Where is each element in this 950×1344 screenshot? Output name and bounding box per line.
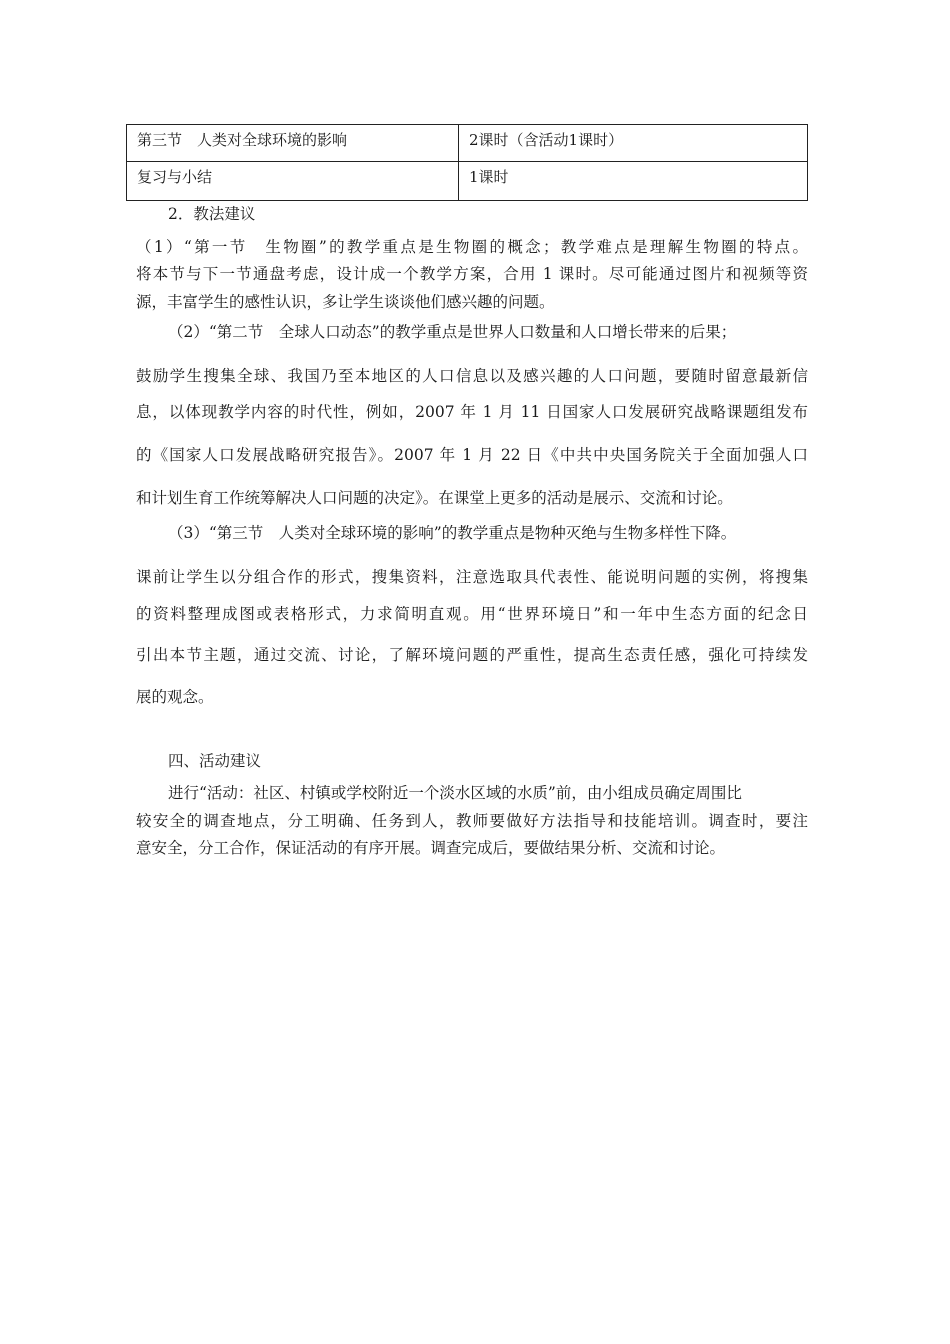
table-cell-section: 第三节 人类对全球环境的影响 [127, 125, 459, 162]
paragraph-line: （3）“第三节 人类对全球环境的影响”的教学重点是物种灭绝与生物多样性下降。 [168, 524, 737, 542]
paragraph-line: 引出本节主题，通过交流、讨论，了解环境问题的严重性，提高生态责任感，强化可持续发 [136, 646, 808, 664]
paragraph-line: 展的观念。 [136, 688, 214, 706]
paragraph-line: 意安全，分工合作，保证活动的有序开展。调查完成后，要做结果分析、交流和讨论。 [136, 839, 726, 857]
table-cell-hours: 1课时 [459, 162, 808, 201]
paragraph-line: 的资料整理成图或表格形式，力求简明直观。用“世界环境日”和一年中生态方面的纪念日 [136, 605, 808, 623]
paragraph-line: （1）“第一节 生物圈”的教学重点是生物圈的概念；教学难点是理解生物圈的特点。 [136, 238, 808, 256]
section-heading-activity: 四、活动建议 [168, 752, 262, 770]
paragraph-line: 和计划生育工作统筹解决人口问题的决定》。在课堂上更多的活动是展示、交流和讨论。 [136, 489, 733, 507]
paragraph-line: 课前让学生以分组合作的形式，搜集资料，注意选取具代表性、能说明问题的实例，将搜集 [136, 568, 808, 586]
paragraph-line: 将本节与下一节通盘考虑，设计成一个教学方案，合用 1 课时。尽可能通过图片和视频等资 [136, 265, 808, 283]
table-cell-section: 复习与小结 [127, 162, 459, 201]
paragraph-line: 鼓励学生搜集全球、我国乃至本地区的人口信息以及感兴趣的人口问题，要随时留意最新信 [136, 367, 808, 385]
table-row [127, 162, 808, 201]
paragraph-line: 进行“活动：社区、村镇或学校附近一个淡水区域的水质”前，由小组成员确定周围比 [168, 784, 742, 802]
paragraph-line: 息，以体现教学内容的时代性，例如，2007 年 1 月 11 日国家人口发展研究战略课题组发布 [136, 403, 808, 421]
paragraph-line: 较安全的调查地点，分工明确、任务到人，教师要做好方法指导和技能培训。调查时，要注 [136, 812, 808, 830]
section-heading-teaching: 2．教法建议 [168, 205, 256, 223]
paragraph-line: 的《国家人口发展战略研究报告》。2007 年 1 月 22 日《中共中央国务院关于全面加强人口 [136, 446, 808, 464]
paragraph-line: （2）“第二节 全球人口动态”的教学重点是世界人口数量和人口增长带来的后果； [168, 323, 737, 341]
schedule-table [126, 124, 808, 201]
table-cell-hours: 2课时（含活动1课时） [459, 125, 808, 162]
table-row [127, 125, 808, 162]
paragraph-line: 源，丰富学生的感性认识，多让学生谈谈他们感兴趣的问题。 [136, 293, 555, 311]
